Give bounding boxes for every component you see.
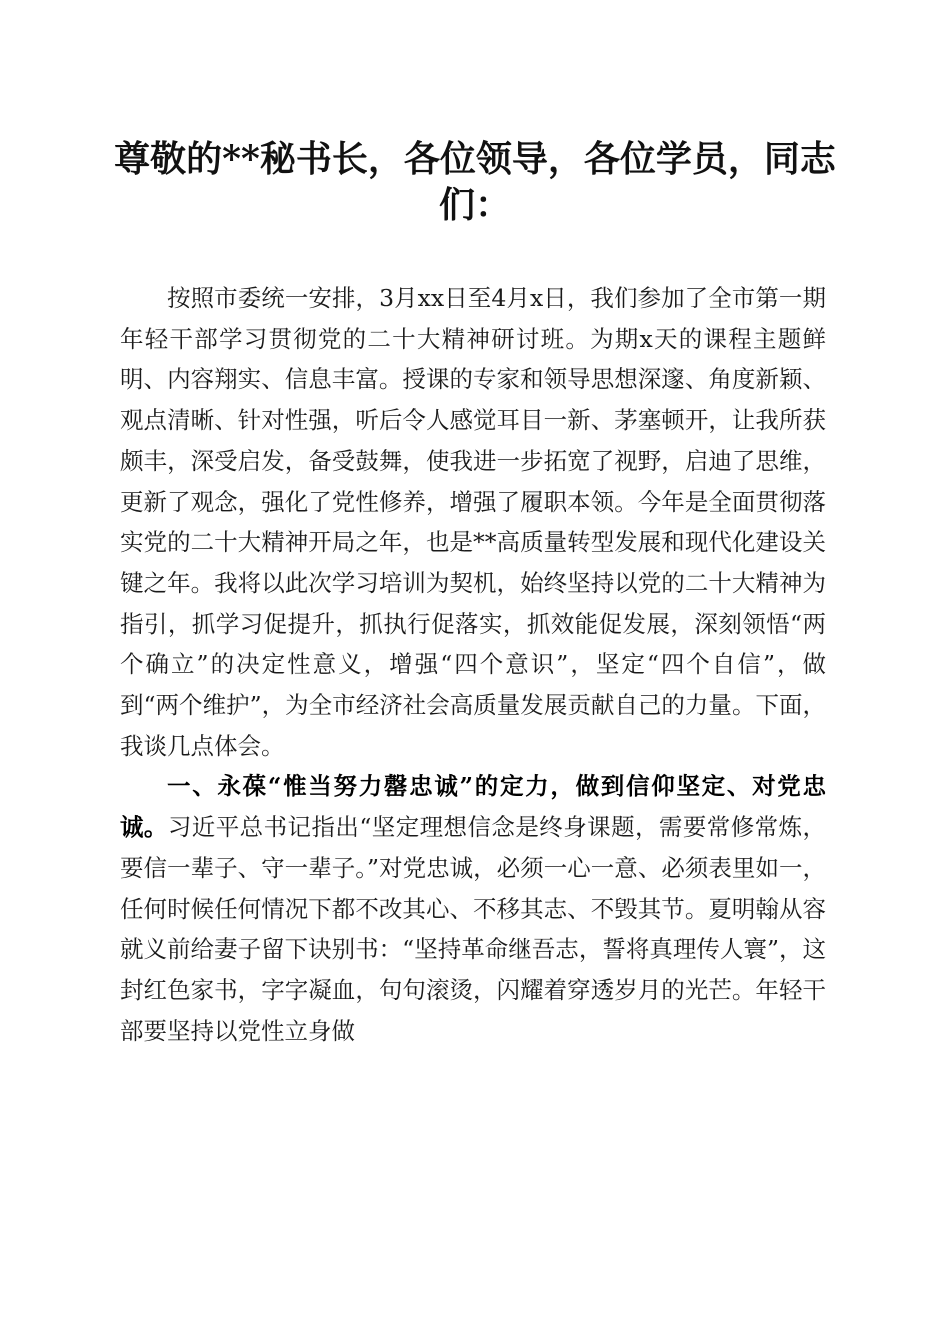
- document-body: [120, 278, 826, 1051]
- section-one-paragraph: [120, 766, 826, 1051]
- section-one-text: 习近平总书记指出“坚定理想信念是终身课题，需要常修常炼，要信一辈子、守一辈子。”对党忠诚，必须一心一意、必须表里如一，任何时候任何情况下都不改其心、不移其志、不毁其节。夏明翰从容就义前给妻子留下诀别书：“坚持革命继吾志，誓将真理传人寰”，这封红色家书，字字凝血，句句滚烫，闪耀着穿透岁月的光芒。年轻干部要坚持以党性立身做: [120, 813, 827, 1045]
- salutation-title: 尊敬的**秘书长，各位领导，各位学员，同志们：: [114, 138, 836, 226]
- section-one-heading: 一、永葆“惟当努力罄忠诚”的定力，做到信仰坚定、对党忠诚。: [120, 772, 826, 842]
- intro-paragraph-text: 按照市委统一安排，3月xx日至4月x日，我们参加了全市第一期年轻干部学习贯彻党的二十大精神研讨班。为期x天的课程主题鲜明、内容翔实、信息丰富。授课的专家和领导思想深邃、角度新颖、观点清晰、针对性强，听后令人感觉耳目一新、茅塞顿开，让我所获颇丰，深受启发，备受鼓舞，使我进一步拓宽了视野，启迪了思维，更新了观念，强化了党性修养，增强了履职本领。今年是全面贯彻落实党的二十大精神开局之年，也是**高质量转型发展和现代化建设关键之年。我将以此次学习培训为契机，始终坚持以党的二十大精神为指引，抓学习促提升，抓执行促落实，抓效能促发展，深刻领悟“两个确立”的决定性意义，增强“四个意识”，坚定“四个自信”，做到“两个维护”，为全市经济社会高质量发展贡献自己的力量。下面，我谈几点体会。: [120, 284, 826, 760]
- intro-paragraph: [120, 278, 826, 766]
